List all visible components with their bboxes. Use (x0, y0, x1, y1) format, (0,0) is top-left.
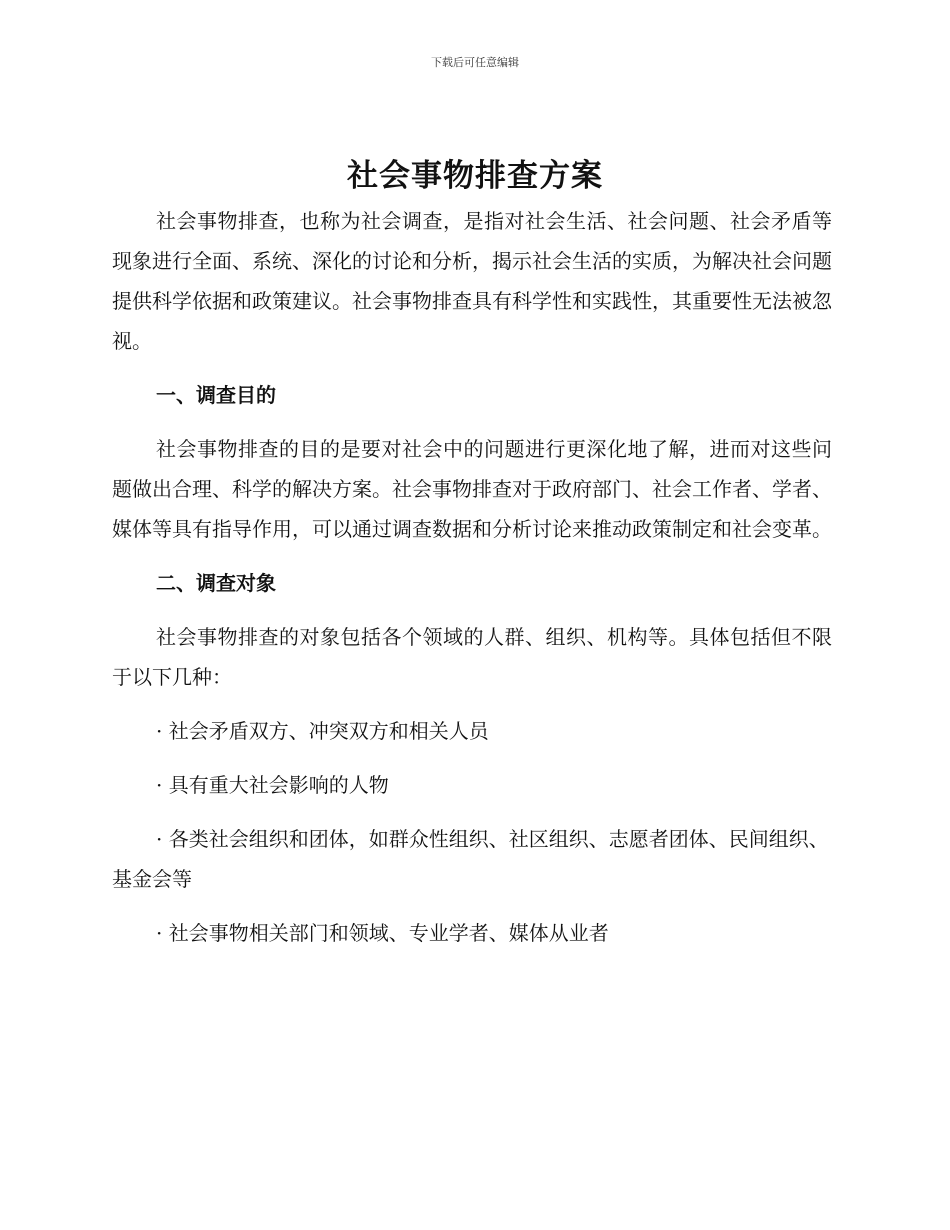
document-body (112, 201, 832, 953)
subjects-paragraph: 社会事物排查的对象包括各个领域的人群、组织、机构等。具体包括但不限于以下几种： (112, 625, 832, 689)
list-item: · 社会事物相关部门和领域、专业学者、媒体从业者 (156, 921, 609, 945)
purpose-paragraph: 社会事物排查的目的是要对社会中的问题进行更深化地了解，进而对这些问题做出合理、科学的解决方案。社会事物排查对于政府部门、社会工作者、学者、媒体等具有指导作用，可以通过调查数据和分析讨论来推动政策制定和社会变革。 (112, 437, 832, 541)
section-heading-subjects: 二、调查对象 (156, 571, 276, 595)
list-item: · 各类社会组织和团体，如群众性组织、社区组织、志愿者团体、民间组织、基金会等 (112, 827, 829, 891)
list-item: · 社会矛盾双方、冲突双方和相关人员 (156, 719, 489, 743)
list-item: · 具有重大社会影响的人物 (156, 773, 389, 797)
section-heading-purpose: 一、调查目的 (156, 383, 276, 407)
header-note: 下载后可任意编辑 (431, 56, 519, 69)
intro-paragraph: 社会事物排查，也称为社会调查，是指对社会生活、社会问题、社会矛盾等现象进行全面、系统、深化的讨论和分析，揭示社会生活的实质，为解决社会问题提供科学依据和政策建议。社会事物排查具有科学性和实践性，其重要性无法被忽视。 (112, 209, 832, 353)
document-title: 社会事物排查方案 (347, 158, 603, 194)
